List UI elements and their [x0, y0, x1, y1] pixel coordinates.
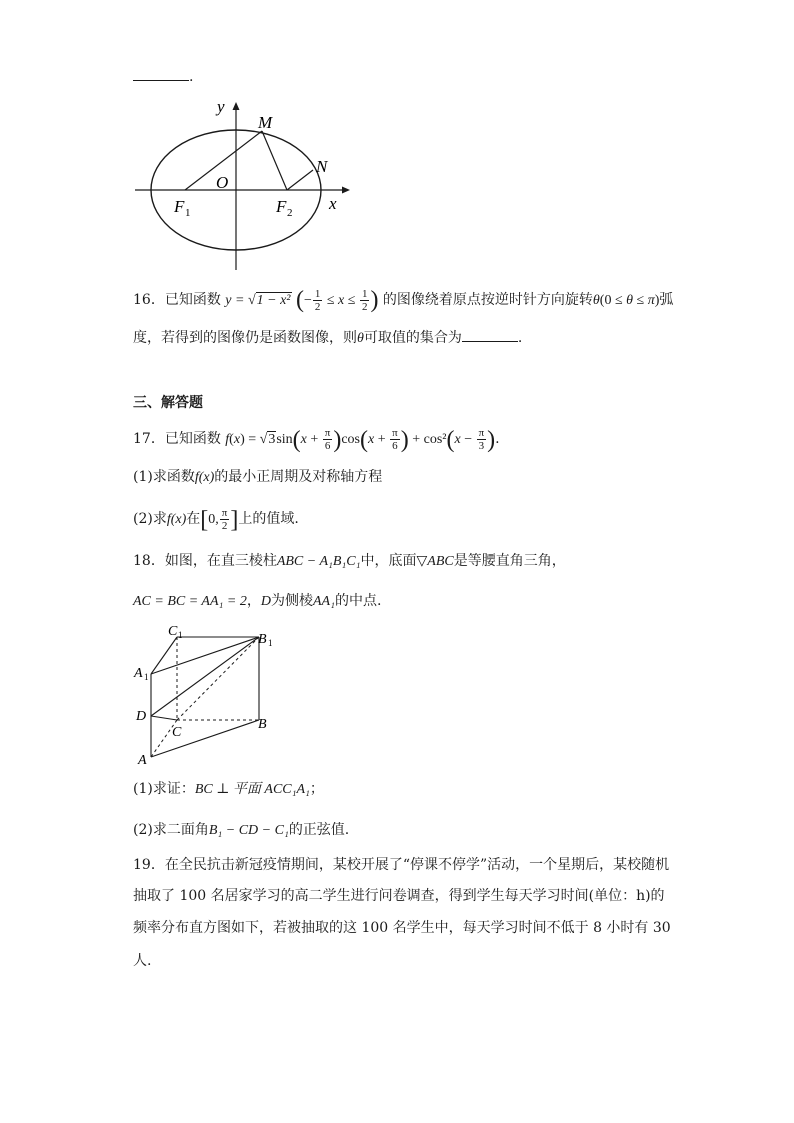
q19-line4: 人.	[133, 953, 152, 969]
q18-line2	[133, 591, 381, 612]
q19-line1: 19．在全民抗击新冠疫情期间，某校开展了“停课不停学”活动，一个星期后，某校随机	[133, 857, 670, 873]
answer-blank	[462, 327, 518, 342]
section-title: 三、解答题	[133, 395, 203, 411]
segment-F2-N	[287, 170, 313, 190]
q19-line2: 抽取了 100 名居家学习的高二学生进行问卷调查，得到学生每天学习时间(单位：h)的	[133, 888, 665, 904]
q16-period: .	[517, 330, 523, 346]
q17-part2-tail: 上的值域.	[238, 511, 299, 527]
label-B1-sub: 1	[268, 638, 273, 648]
q17-interval: [0, $\frac{\pi}{2}$ ]	[200, 506, 239, 533]
q17-part1	[133, 467, 382, 488]
q18-triangle: ▽ABC	[416, 554, 454, 569]
paren-close: )	[370, 287, 379, 313]
q18-equation: AC = BC = AA₁ = 2	[133, 594, 247, 609]
label-M: M	[258, 113, 273, 132]
edge-A-B	[151, 720, 259, 757]
q16-suffix: 弧	[659, 292, 674, 308]
q18-part1	[133, 779, 324, 800]
q18-prism: ABC − A₁B₁C₁	[276, 554, 361, 569]
label-B: B	[258, 717, 267, 732]
q17-formula: f(x) = √3sin(x + $\frac{\pi}{6}$ )cos(x + $\frac{\pi}{6}$ ) + cos²(x − $\frac{\pi}{3}$ )	[225, 426, 496, 453]
q17-prefix: 17．已知函数	[133, 431, 221, 447]
q18-part2-math: B₁ − CD − C₁	[208, 823, 289, 838]
label-x: x	[329, 194, 337, 213]
q18-comma: ，	[246, 593, 261, 609]
q19-line3: 频率分布直方图如下，若被抽取的这 100 名学生中，每天学习时间不低于 8 小时有 30	[133, 920, 671, 936]
q18-part1-label: (1)求证：	[133, 781, 195, 797]
q15-period: .	[189, 69, 194, 85]
label-F1-sub: 1	[185, 207, 191, 219]
q18-part1-math: BC ⊥ 平面 ACC₁A₁	[194, 782, 310, 797]
q16-prefix: 16．已知函数	[133, 292, 221, 308]
q16-line1	[133, 286, 673, 315]
q15-answer-line	[133, 66, 193, 85]
q18-part2	[133, 820, 349, 841]
label-C1-sub: 1	[178, 630, 183, 640]
label-D: D	[136, 709, 147, 724]
q18-tail2: 的中点.	[334, 593, 382, 609]
label-F1: F	[174, 197, 185, 216]
q16-line2-end: 可取值的集合为	[363, 330, 462, 346]
label-A: A	[138, 753, 147, 768]
q17-period: .	[495, 431, 500, 447]
label-N: N	[316, 157, 328, 176]
label-F2-sub: 2	[287, 207, 293, 219]
q16-line2-text: 度，若得到的图像仍是函数图像，则	[133, 330, 357, 346]
segment-C-B1	[177, 637, 259, 720]
q17-part2-f: f(x)	[166, 512, 187, 527]
answer-blank	[133, 66, 189, 81]
q17-part2-mid: 在	[186, 511, 201, 527]
y-axis-arrow	[233, 102, 240, 110]
edge-A1-B1	[151, 637, 259, 674]
q18-tail: 是等腰直角三角，	[453, 553, 566, 569]
q17-part1-label: (1)求函数	[133, 469, 195, 485]
q18-tail1: 为侧棱	[270, 593, 313, 609]
label-A1-sub: 1	[144, 672, 149, 682]
segment-D-C	[151, 716, 177, 720]
q18-edge: AA₁	[312, 594, 335, 609]
q17-part1-tail: 的最小正周期及对称轴方程	[214, 469, 383, 485]
label-A1: A	[134, 666, 143, 681]
prism-figure	[130, 620, 280, 770]
ellipse-figure	[130, 92, 360, 277]
q17-line1	[133, 424, 500, 455]
q17-part1-f: f(x)	[194, 470, 215, 485]
q16-domain: − $\frac{1}{2}$ ≤ x ≤ $\frac{1}{2}$	[303, 288, 368, 314]
q16-theta: θ	[357, 331, 364, 346]
q18-mid: 中，底面	[360, 553, 417, 569]
label-C: C	[172, 725, 182, 740]
label-F2: F	[276, 197, 287, 216]
edge-C1-A1	[151, 637, 177, 674]
label-C1: C	[168, 624, 178, 639]
q17-part2	[133, 505, 299, 534]
q18-part2-tail: 的正弦值.	[288, 822, 350, 838]
q16-function: y = √1 − x²	[225, 293, 291, 308]
q16-theta-range: θ(0 ≤ θ ≤ π)	[592, 293, 660, 308]
x-axis-arrow	[342, 187, 350, 194]
q16-line2	[133, 327, 522, 349]
q18-line1	[133, 551, 566, 572]
q17-part2-label: (2)求	[133, 511, 167, 527]
q16-middle: 的图像绕着原点按逆时针方向旋转	[382, 292, 593, 308]
paren-open: (	[295, 287, 304, 313]
segment-D-B1	[151, 637, 259, 716]
label-B1: B	[258, 632, 267, 647]
q18-point-D: D	[260, 594, 271, 609]
q18-part1-end: ；	[309, 781, 324, 797]
label-O: O	[216, 173, 229, 192]
label-y: y	[217, 97, 225, 116]
q18-part2-label: (2)求二面角	[133, 822, 209, 838]
q18-prefix: 18．如图，在直三棱柱	[133, 553, 277, 569]
